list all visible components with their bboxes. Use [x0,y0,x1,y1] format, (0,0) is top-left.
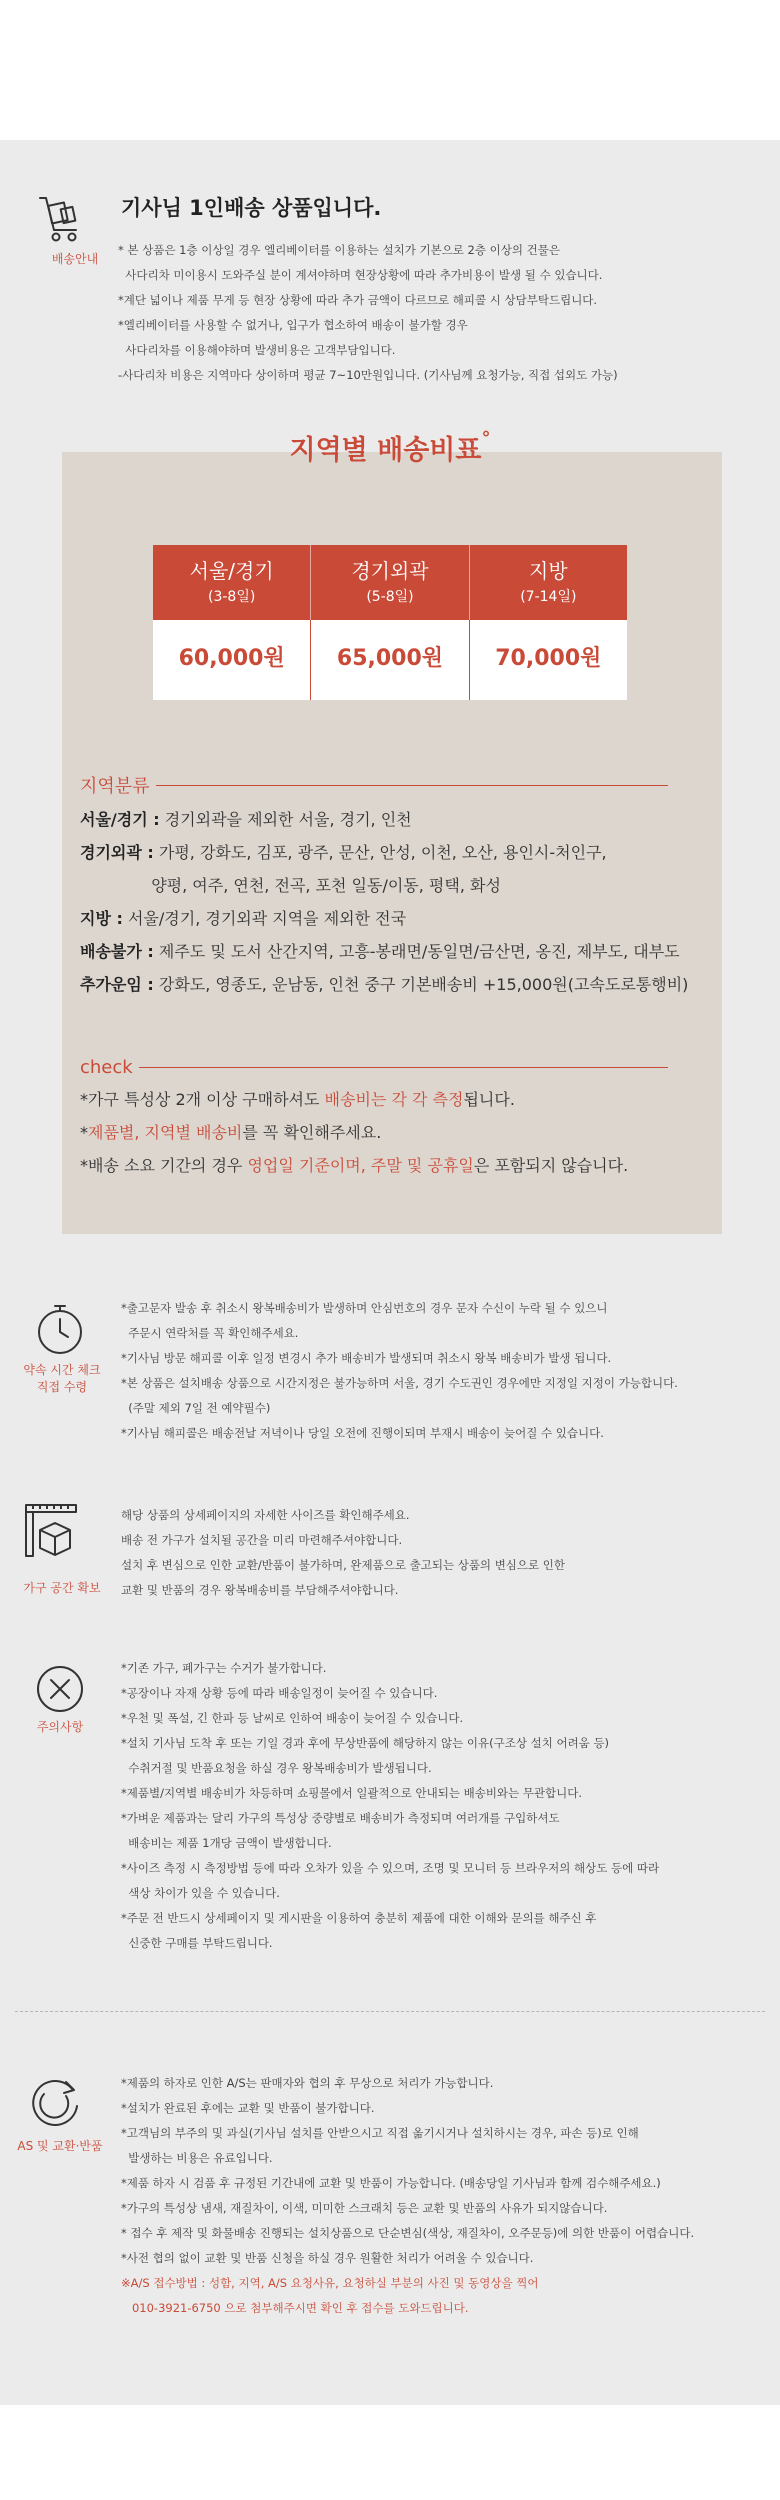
check-text: * [80,1123,88,1142]
check-text: 를 꼭 확인해주세요. [242,1123,382,1142]
delivery-note: *계단 넓이나 제품 무게 등 현장 상황에 따라 추가 금액이 다르므로 해피콜 시 상담부탁드립니다. [118,293,598,307]
region-row [80,907,700,931]
check-heading-text: check [80,1057,133,1078]
stopwatch-icon [35,1302,85,1356]
handcart-icon [36,194,84,244]
region-label: 배송불가 : [80,942,154,961]
caution-note: *기존 가구, 폐가구는 수거가 불가합니다. [121,1661,327,1675]
as-notes [121,2071,694,2321]
appointment-label-line: 직접 수령 [36,1380,88,1394]
price-cell: 65,000원 [311,620,469,700]
as-exchange-label: AS 및 교환·반품 [17,2139,103,2153]
as-note: *고객님의 부주의 및 과실(기사님 설치를 안받으시고 직접 옮기시거나 설치하시는 경우, 파손 등)로 인해 [121,2126,639,2140]
region-text: 가평, 강화도, 김포, 광주, 문산, 안성, 이천, 오산, 용인시-처인구, [153,843,607,862]
delivery-info-label: 배송안내 [51,252,99,266]
rate-header-cell [153,545,311,620]
check-highlight: 배송비는 각 각 측정 [324,1090,464,1109]
title-degree-mark: ° [481,428,491,449]
caution-note: *설치 기사님 도착 후 또는 기일 경과 후에 무상반품에 해당하지 않는 이유(구조상 설치 어려움 등) [121,1736,610,1750]
check-heading [80,1057,668,1078]
check-text: 은 포함되지 않습니다. [473,1156,629,1175]
heading-rule [139,1067,668,1068]
rate-table-prices [153,620,627,700]
price-cell: 70,000원 [495,646,602,671]
rate-header-cell [311,545,469,620]
region-text: 강화도, 영종도, 운남동, 인천 중구 기본배송비 +15,000원(고속도로통행비) [153,975,689,994]
region-row [80,973,700,997]
check-highlight: 제품별, 지역별 배송비 [88,1123,243,1142]
caution-label: 주의사항 [36,1720,84,1734]
as-note: 발생하는 비용은 유료입니다. [121,2151,273,2165]
region-label: 추가운임 : [80,975,154,994]
as-note: *제품의 하자로 인한 A/S는 판매자와 협의 후 무상으로 처리가 가능합니다. [121,2076,494,2090]
caution-note: *가벼운 제품과는 달리 가구의 특성상 중량별로 배송비가 측정되며 여러개를 구입하셔도 [121,1811,560,1825]
delivery-note: -사다리차 비용은 지역마다 상이하며 평균 7~10만원입니다. (기사님께 요청가능, 직접 섭외도 가능) [118,368,618,382]
delivery-days: (5-8일) [366,589,414,605]
as-note: *가구의 특성상 냄새, 재질차이, 이색, 미미한 스크래치 등은 교환 및 반품의 사유가 되지않습니다. [121,2201,608,2215]
rate-table-header [153,545,627,620]
check-list [80,1088,700,1187]
region-label: 경기외곽 : [80,843,154,862]
caution-note: *사이즈 측정 시 측정방법 등에 따라 오차가 있을 수 있으며, 조명 및 모니터 등 브라우저의 해상도 등에 따라 [121,1861,660,1875]
appointment-notes [121,1296,678,1446]
space-note: 설치 후 변심으로 인한 교환/반품이 불가하며, 완제품으로 출고되는 상품의 변심으로 인한 [121,1558,566,1572]
appointment-note: *출고문자 발송 후 취소시 왕복배송비가 발생하며 안심번호의 경우 문자 수신이 누락 될 수 있으니 [121,1301,608,1315]
rate-table-title [0,428,780,467]
region-label: 서울/경기 : [80,810,160,829]
appointment-note: *기사님 방문 해피콜 이후 일정 변경시 추가 배송비가 발생되며 취소시 왕복 배송비가 발생 됩니다. [121,1351,612,1365]
space-label: 가구 공간 확보 [23,1581,101,1595]
space-note: 해당 상품의 상세페이지의 자세한 사이즈를 확인해주세요. [121,1508,410,1522]
check-highlight: 영업일 기준이며, 주말 및 공휴일 [247,1156,474,1175]
caution-note: 색상 차이가 있을 수 있습니다. [121,1886,280,1900]
region-name: 서울/경기 [189,559,274,583]
region-row [80,841,700,865]
caution-note: *우천 및 폭설, 긴 한파 등 날씨로 인하여 배송이 늦어질 수 있습니다. [121,1711,464,1725]
delivery-days: (3-8일) [208,589,256,605]
caution-note: *주문 전 반드시 상세페이지 및 게시판을 이용하여 충분히 제품에 대한 이해와 문의를 해주신 후 [121,1911,597,1925]
appointment-label-line: 약속 시간 체크 [23,1363,101,1377]
delivery-note: *엘리베이터를 사용할 수 없거나, 입구가 협소하여 배송이 불가할 경우 [118,318,468,332]
as-contact-note: ※A/S 접수방법 : 성함, 지역, A/S 요청사유, 요청하실 부분의 사진 및 동영상을 찍어 [121,2276,539,2290]
region-row [80,874,700,898]
space-note: 배송 전 가구가 설치될 공간을 미리 마련해주셔야합니다. [121,1533,403,1547]
appointment-note: 주문시 연락처를 꼭 확인해주세요. [121,1326,299,1340]
region-text: 서울/경기, 경기외곽 지역을 제외한 전국 [122,909,407,928]
caution-notes [121,1656,659,1956]
region-classification-heading [80,772,668,798]
delivery-days: (7-14일) [520,589,577,605]
section-divider [15,2011,765,2012]
as-note: *사전 협의 없이 교환 및 반품 신청을 하실 경우 원활한 처리가 어려울 수 있습니다. [121,2251,534,2265]
as-contact-note: 010-3921-6750 으로 첨부해주시면 확인 후 접수를 도와드립니다. [121,2301,469,2315]
space-note: 교환 및 반품의 경우 왕복배송비를 부담해주셔야합니다. [121,1583,399,1597]
delivery-note: 사다리차 미이용시 도와주실 분이 계셔야하며 현장상황에 따라 추가비용이 발생 될 수 있습니다. [118,268,603,282]
check-text: 됩니다. [463,1090,515,1109]
check-item [80,1154,700,1178]
refresh-cycle-icon [28,2074,82,2130]
appointment-note: *본 상품은 설치배송 상품으로 시간지정은 불가능하며 서울, 경기 수도권인 경우에만 지정일 지정이 가능합니다. [121,1376,678,1390]
shipping-rate-table [153,545,627,700]
as-note: * 접수 후 제작 및 화물배송 진행되는 설치상품으로 단순변심(색상, 재질차이, 오주문등)에 의한 반품이 어렵습니다. [121,2226,695,2240]
delivery-notes [118,238,618,388]
region-label: 지방 : [80,909,123,928]
region-text: 제주도 및 도서 산간지역, 고흥-봉래면/동일면/금산면, 옹진, 제부도, 대부도 [153,942,680,961]
region-name: 지방 [529,559,568,583]
region-name: 경기외곽 [351,559,429,583]
as-note: *제품 하자 시 검품 후 규정된 기간내에 교환 및 반품이 가능합니다. (배송당일 기사님과 함께 검수해주세요.) [121,2176,661,2190]
caution-note: 배송비는 제품 1개당 금액이 발생합니다. [121,1836,332,1850]
region-text: 경기외곽을 제외한 서울, 경기, 인천 [159,810,412,829]
measure-box-icon [25,1503,77,1557]
check-item [80,1121,700,1145]
page-title: 기사님 1인배송 상품입니다. [121,196,382,220]
region-classification-list [80,808,700,1006]
check-text: *배송 소요 기간의 경우 [80,1156,248,1175]
caution-note: *공장이나 자재 상황 등에 따라 배송일정이 늦어질 수 있습니다. [121,1686,438,1700]
caution-note: *제품별/지역별 배송비가 차등하며 쇼핑몰에서 일괄적으로 안내되는 배송비와는 무관합니다. [121,1786,583,1800]
caution-note: 수취거절 및 반품요청을 하실 경우 왕복배송비가 발생됩니다. [121,1761,432,1775]
as-note: *설치가 완료된 후에는 교환 및 반품이 불가합니다. [121,2101,375,2115]
heading-rule [156,785,668,786]
delivery-note: * 본 상품은 1층 이상일 경우 엘리베이터를 이용하는 설치가 기본으로 2층 이상의 건물은 [118,243,560,257]
price-cell: 60,000원 [153,620,311,700]
appointment-label [17,1362,107,1396]
region-text: 양평, 여주, 연천, 전곡, 포천 일동/이동, 평택, 화성 [80,876,501,895]
caution-note: 신중한 구매를 부탁드립니다. [121,1936,273,1950]
check-text: *가구 특성상 2개 이상 구매하셔도 [80,1090,325,1109]
region-row [80,940,700,964]
region-heading-text: 지역분류 [80,776,150,797]
check-item [80,1088,700,1112]
region-row [80,808,700,832]
prohibited-icon [36,1665,84,1713]
rate-table-title-text: 지역별 배송비표 [289,435,482,466]
space-notes [121,1503,565,1603]
rate-header-cell [470,545,627,620]
delivery-note: 사다리차를 이용해야하며 발생비용은 고객부담입니다. [118,343,396,357]
appointment-note: *기사님 해피콜은 배송전날 저녁이나 당일 오전에 진행이되며 부재시 배송이 늦어질 수 있습니다. [121,1426,604,1440]
appointment-note: (주말 제외 7일 전 예약필수) [121,1401,271,1415]
